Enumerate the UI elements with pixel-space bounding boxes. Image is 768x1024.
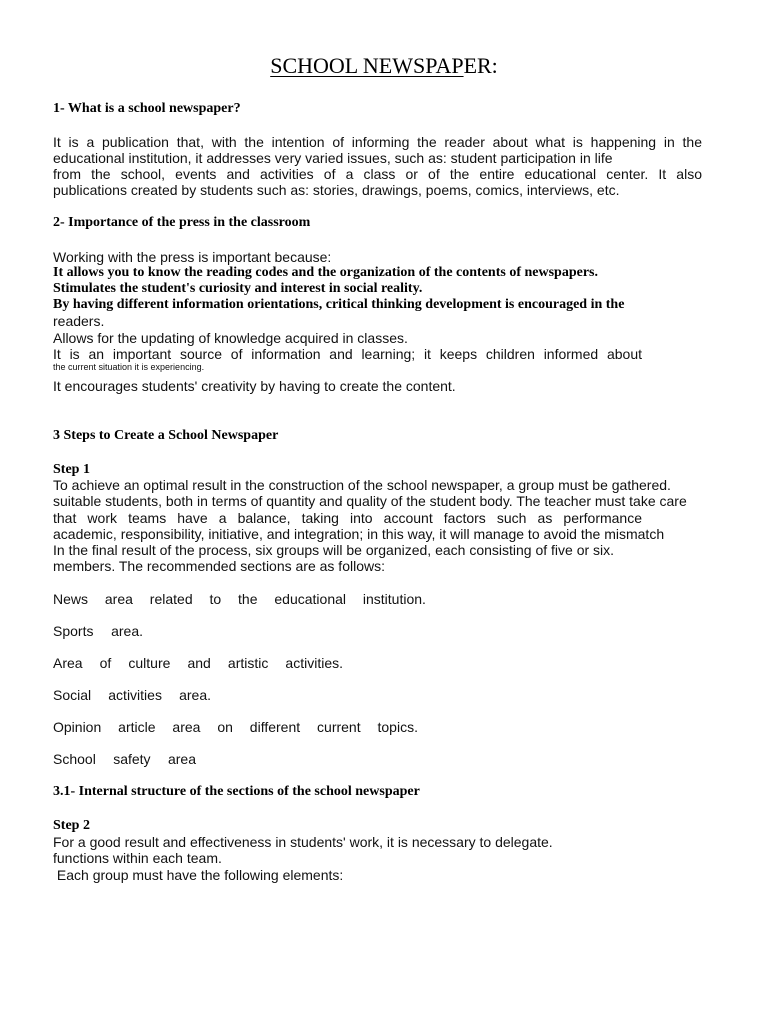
step-1-label: Step 1 bbox=[53, 462, 90, 477]
word: current bbox=[317, 719, 361, 735]
section-item-opinion bbox=[53, 719, 418, 735]
word: News bbox=[53, 591, 89, 607]
word: area bbox=[104, 591, 133, 607]
word: educational bbox=[274, 591, 347, 607]
word: Area bbox=[53, 655, 83, 671]
word: Sports bbox=[53, 623, 94, 639]
step-1-line-5: In the final result of the process, six groups will be organized, each consisting of five or six. bbox=[53, 542, 615, 558]
section-2-line-2: Allows for the updating of knowledge acquired in classes. bbox=[53, 330, 408, 346]
section-2-intro: Working with the press is important because: bbox=[53, 249, 332, 265]
word: on bbox=[217, 719, 233, 735]
word: institution. bbox=[362, 591, 426, 607]
page-title-rest: ER: bbox=[463, 53, 498, 78]
word: area. bbox=[111, 623, 143, 639]
step-2-line-3: Each group must have the following elements: bbox=[53, 867, 344, 883]
page-title-underlined: SCHOOL NEWSPAP bbox=[270, 53, 464, 78]
word: related bbox=[149, 591, 193, 607]
section-item-safety bbox=[53, 751, 196, 767]
page-title bbox=[0, 52, 768, 80]
word: safety bbox=[113, 751, 151, 767]
section-item-news bbox=[53, 591, 426, 607]
section-2-bold-line-2: Stimulates the student's curiosity and interest in social reality. bbox=[53, 281, 423, 296]
step-2-line-2: functions within each team. bbox=[53, 850, 222, 866]
section-2-bold-line-1: It allows you to know the reading codes and the organization of the contents of newspapers. bbox=[53, 265, 598, 280]
section-2-small-line: the current situation it is experiencing. bbox=[53, 362, 205, 372]
word: article bbox=[118, 719, 156, 735]
section-1-line-4: publications created by students such as: stories, drawings, poems, comics, interviews, etc. bbox=[53, 182, 620, 198]
word: culture bbox=[128, 655, 171, 671]
section-2-line-1: readers. bbox=[53, 313, 105, 329]
step-1-line-4: academic, responsibility, initiative, and integration; in this way, it will manage to avoid the mismatch bbox=[53, 526, 665, 542]
section-2-line-3: It is an important source of information and learning; it keeps children informed about bbox=[53, 346, 642, 362]
word: of bbox=[99, 655, 112, 671]
word: the bbox=[238, 591, 258, 607]
section-item-culture bbox=[53, 655, 343, 671]
word: different bbox=[249, 719, 301, 735]
step-1-line-2: suitable students, both in terms of quantity and quality of the student body. The teacher must take care bbox=[53, 493, 687, 509]
step-1-line-3: that work teams have a balance, taking into account factors such as performance bbox=[53, 510, 642, 526]
section-2-last-line: It encourages students' creativity by having to create the content. bbox=[53, 378, 456, 394]
section-1-line-1: It is a publication that, with the intention of informing the reader about what is happening in the bbox=[53, 134, 702, 150]
word: area. bbox=[179, 687, 211, 703]
word: School bbox=[53, 751, 96, 767]
step-1-line-1: To achieve an optimal result in the construction of the school newspaper, a group must be gathered. bbox=[53, 477, 671, 493]
word: and bbox=[187, 655, 211, 671]
section-3-heading: 3 Steps to Create a School Newspaper bbox=[53, 428, 279, 443]
word: Opinion bbox=[53, 719, 102, 735]
word: to bbox=[209, 591, 222, 607]
word: artistic bbox=[227, 655, 269, 671]
word: area bbox=[167, 751, 196, 767]
section-item-sports bbox=[53, 623, 143, 639]
section-1-line-2: educational institution, it addresses very varied issues, such as: student participation in life bbox=[53, 150, 613, 166]
section-item-social bbox=[53, 687, 211, 703]
step-1-line-6: members. The recommended sections are as follows: bbox=[53, 558, 385, 574]
section-1-line-3: from the school, events and activities of a class or of the entire educational center. It also bbox=[53, 166, 702, 182]
word: topics. bbox=[377, 719, 418, 735]
step-2-line-1: For a good result and effectiveness in students' work, it is necessary to delegate. bbox=[53, 834, 553, 850]
section-2-heading: 2- Importance of the press in the classroom bbox=[53, 215, 311, 230]
word: Social bbox=[53, 687, 92, 703]
word: activities bbox=[108, 687, 162, 703]
section-3-1-heading: 3.1- Internal structure of the sections of the school newspaper bbox=[53, 784, 420, 799]
word: area bbox=[172, 719, 201, 735]
section-1-heading: 1- What is a school newspaper? bbox=[53, 101, 241, 116]
word: activities. bbox=[285, 655, 343, 671]
section-2-bold-line-3: By having different information orientations, critical thinking development is encouraged in the bbox=[53, 297, 625, 312]
step-2-label: Step 2 bbox=[53, 818, 90, 833]
